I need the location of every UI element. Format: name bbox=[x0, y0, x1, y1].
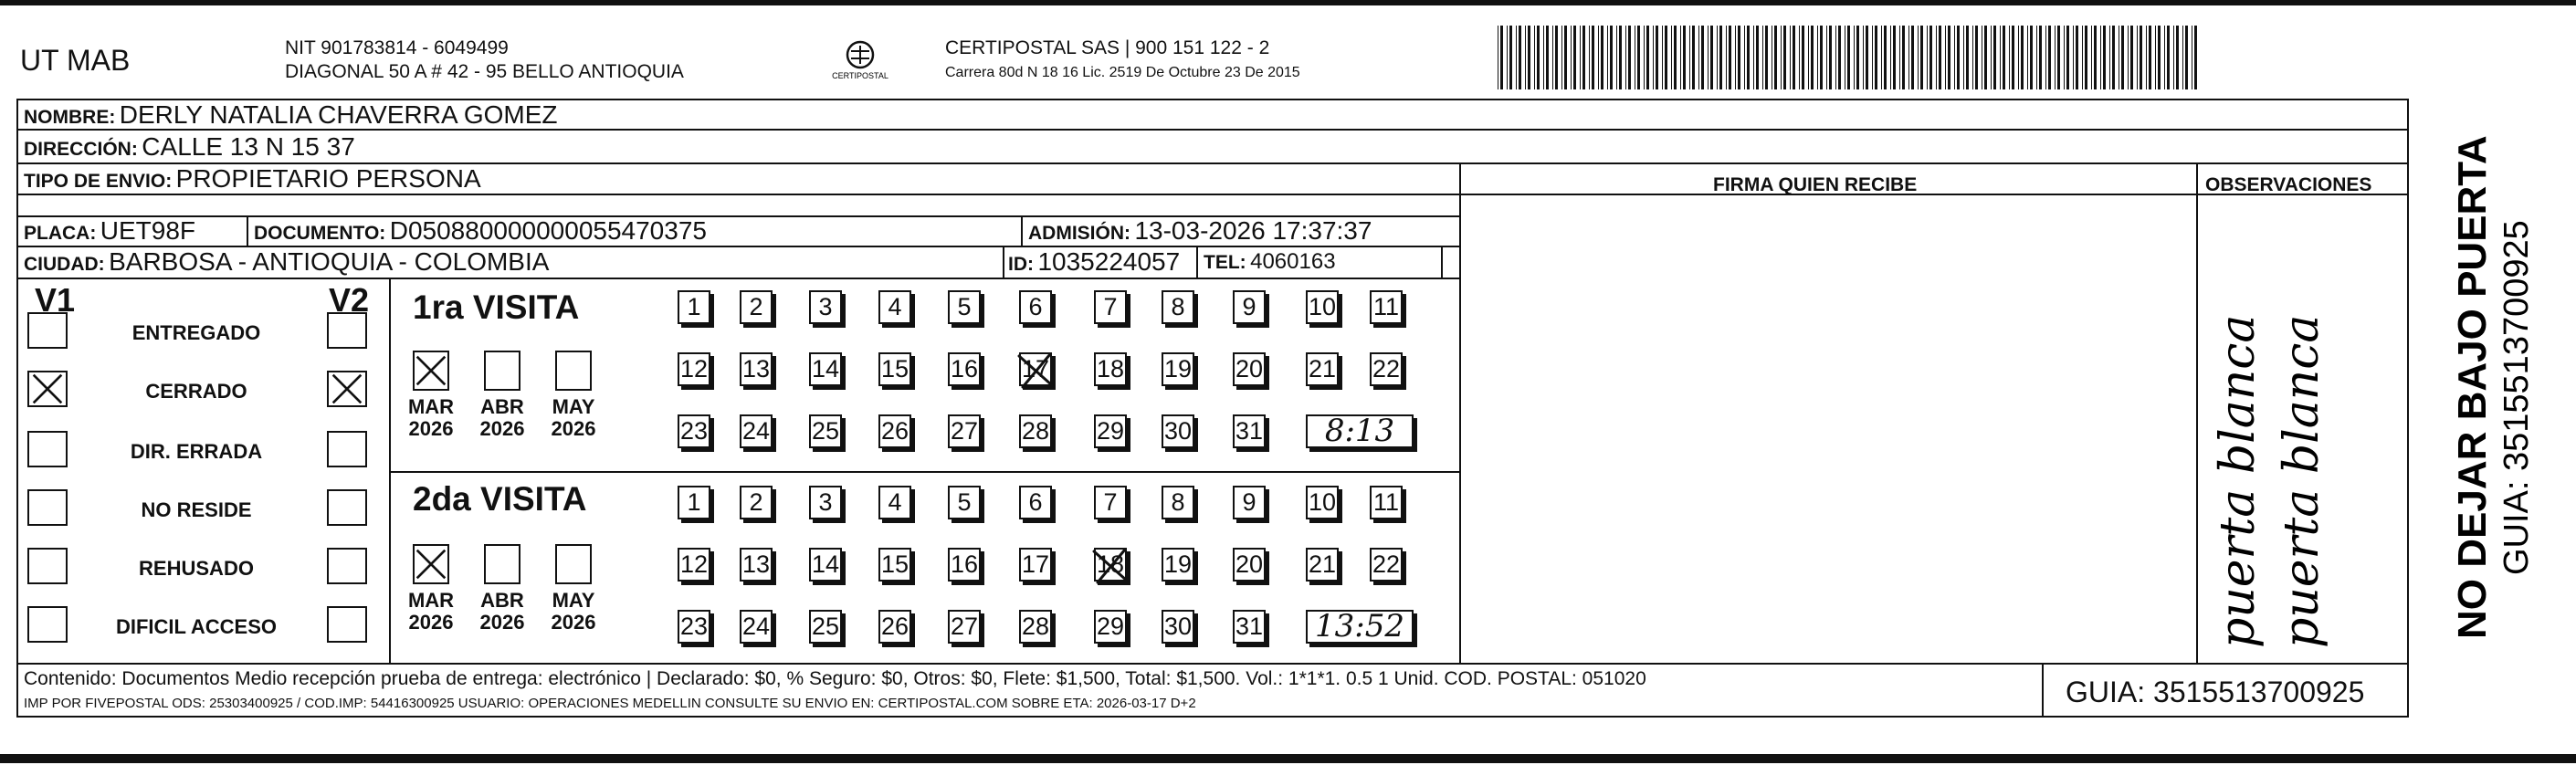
x-mark-icon bbox=[329, 372, 365, 405]
v1-checkbox[interactable] bbox=[27, 312, 68, 349]
day-box[interactable]: 17 bbox=[1019, 352, 1052, 386]
v2-checkbox[interactable] bbox=[327, 489, 367, 526]
day-box[interactable]: 8 bbox=[1162, 290, 1194, 324]
day-box[interactable]: 6 bbox=[1019, 486, 1052, 519]
col-line bbox=[1196, 246, 1198, 278]
sender-address: DIAGONAL 50 A # 42 - 95 BELLO ANTIOQUIA bbox=[285, 61, 684, 82]
day-box[interactable]: 4 bbox=[878, 486, 911, 519]
day-box[interactable]: 22 bbox=[1370, 352, 1403, 386]
city: BARBOSA - ANTIOQUIA - COLOMBIA bbox=[109, 247, 550, 276]
col-line bbox=[1441, 246, 1443, 278]
footer-contents: Contenido: Documentos Medio recepción prueba de entrega: electrónico | Declarado: $0, % Seguro: $0, Otros: $0, Flete: $1,500, Total: $1,500. Vol.: 1*1*1. 0.5 1 Unid. COD. POSTAL: 051020 bbox=[24, 668, 1646, 689]
tel: 4060163 bbox=[1250, 249, 1336, 274]
month-label bbox=[405, 590, 457, 634]
name-label: NOMBRE: bbox=[24, 107, 116, 128]
month-year: 2026 bbox=[408, 611, 454, 634]
svg-text:puerta blanca: puerta blanca bbox=[2275, 314, 2329, 648]
day-box[interactable]: 24 bbox=[740, 610, 773, 644]
col-line bbox=[1021, 216, 1023, 246]
day-box[interactable]: 23 bbox=[678, 414, 710, 448]
month-name: MAR bbox=[407, 589, 455, 612]
row-line bbox=[16, 663, 2409, 665]
sender-nit: NIT 901783814 - 6049499 bbox=[285, 37, 509, 58]
x-mark-icon bbox=[29, 372, 66, 405]
v1-checkbox[interactable] bbox=[27, 548, 68, 584]
day-box[interactable]: 27 bbox=[948, 414, 981, 448]
no-dejar-bajo-puerta: NO DEJAR BAJO PUERTA bbox=[2450, 135, 2495, 639]
v1-checkbox[interactable] bbox=[27, 489, 68, 526]
document-cell bbox=[254, 216, 707, 246]
status-label: DIR. ERRADA bbox=[130, 440, 263, 463]
row-line bbox=[16, 194, 2409, 195]
v2-checkbox[interactable] bbox=[327, 312, 367, 349]
signature-header: FIRMA QUIEN RECIBE bbox=[1713, 174, 1918, 195]
footer-print-info: IMP POR FIVEPOSTAL ODS: 25303400925 / COD.IMP: 54416300925 USUARIO: OPERACIONES MEDELLIN CONSULTE SU ENVIO EN: CERTIPOSTAL.COM SOBRE ETA: 2026-03-17 D+2 bbox=[24, 696, 1196, 711]
month-name: MAR bbox=[407, 395, 455, 418]
visit2-title: 2da VISITA bbox=[413, 480, 587, 518]
status-label: REHUSADO bbox=[139, 557, 254, 580]
day-box[interactable]: 13 bbox=[740, 352, 773, 386]
send-type-row bbox=[24, 164, 481, 194]
day-box[interactable]: 31 bbox=[1233, 414, 1266, 448]
admission-cell bbox=[1028, 216, 1372, 246]
city-label: CIUDAD: bbox=[24, 254, 105, 275]
day-box[interactable]: 25 bbox=[809, 610, 842, 644]
day-box[interactable]: 16 bbox=[948, 548, 981, 582]
day-box[interactable]: 22 bbox=[1370, 548, 1403, 582]
day-box[interactable]: 21 bbox=[1306, 352, 1339, 386]
month-checkbox[interactable] bbox=[555, 351, 592, 391]
month-year: 2026 bbox=[408, 417, 454, 440]
col-line bbox=[247, 216, 248, 246]
day-box[interactable]: 31 bbox=[1233, 610, 1266, 644]
day-box[interactable]: 18 bbox=[1094, 548, 1127, 582]
day-box[interactable]: 28 bbox=[1019, 610, 1052, 644]
visit1-title: 1ra VISITA bbox=[413, 288, 580, 326]
v1-checkbox[interactable] bbox=[27, 371, 68, 407]
day-box[interactable]: 24 bbox=[740, 414, 773, 448]
day-box[interactable]: 3 bbox=[809, 486, 842, 519]
v2-header: V2 bbox=[329, 281, 370, 319]
day-box[interactable]: 25 bbox=[809, 414, 842, 448]
day-box[interactable]: 10 bbox=[1306, 290, 1339, 324]
day-box[interactable]: 7 bbox=[1094, 290, 1127, 324]
day-box[interactable]: 28 bbox=[1019, 414, 1052, 448]
address-label: DIRECCIÓN: bbox=[24, 139, 138, 160]
x-mark-icon bbox=[415, 546, 447, 582]
admission-datetime: 13-03-2026 17:37:37 bbox=[1134, 216, 1372, 245]
day-box[interactable]: 15 bbox=[878, 352, 911, 386]
v1-checkbox[interactable] bbox=[27, 431, 68, 467]
day-box[interactable]: 21 bbox=[1306, 548, 1339, 582]
day-scribble-mark bbox=[1015, 349, 1057, 391]
observations-handwriting bbox=[2199, 219, 2407, 661]
row-line bbox=[16, 278, 1459, 279]
top-border bbox=[0, 0, 2576, 5]
city-cell bbox=[24, 247, 549, 277]
day-box[interactable]: 12 bbox=[678, 548, 710, 582]
day-box[interactable]: 14 bbox=[809, 548, 842, 582]
day-box[interactable]: 19 bbox=[1162, 548, 1194, 582]
day-box[interactable]: 19 bbox=[1162, 352, 1194, 386]
day-box[interactable]: 15 bbox=[878, 548, 911, 582]
month-name: MAY bbox=[552, 589, 595, 612]
send-type-label: TIPO DE ENVIO: bbox=[24, 171, 173, 192]
day-box[interactable]: 5 bbox=[948, 486, 981, 519]
col-line bbox=[1459, 162, 1461, 663]
plate-label: PLACA: bbox=[24, 223, 97, 244]
day-box[interactable]: 1 bbox=[678, 290, 710, 324]
col-line bbox=[389, 278, 391, 663]
day-box[interactable]: 20 bbox=[1233, 548, 1266, 582]
status-label: ENTREGADO bbox=[131, 321, 261, 344]
certipostal-logo bbox=[824, 37, 897, 88]
month-label bbox=[405, 396, 457, 440]
side-guia: GUIA: 3515513700925 bbox=[2497, 220, 2536, 575]
v1-checkbox[interactable] bbox=[27, 606, 68, 643]
company-name: UT MAB bbox=[20, 44, 131, 77]
document-label: DOCUMENTO: bbox=[254, 223, 386, 244]
day-box[interactable]: 8 bbox=[1162, 486, 1194, 519]
status-label: DIFICIL ACCESO bbox=[115, 615, 277, 638]
month-checkbox[interactable] bbox=[413, 351, 449, 391]
x-mark-icon bbox=[415, 352, 447, 389]
tel-cell bbox=[1204, 249, 1336, 275]
status-label: CERRADO bbox=[145, 380, 247, 403]
day-scribble-mark bbox=[1090, 544, 1132, 586]
day-box[interactable]: 1 bbox=[678, 486, 710, 519]
col-line bbox=[1003, 246, 1004, 278]
month-label bbox=[477, 396, 528, 440]
v1-header: V1 bbox=[35, 281, 76, 319]
admission-label: ADMISIÓN: bbox=[1028, 223, 1130, 244]
handwritten-time: 8:13 bbox=[1306, 414, 1414, 448]
id-label: ID: bbox=[1008, 254, 1034, 275]
v2-checkbox[interactable] bbox=[327, 371, 367, 407]
day-box[interactable]: 14 bbox=[809, 352, 842, 386]
month-label bbox=[548, 590, 599, 634]
tel-label: TEL: bbox=[1204, 252, 1246, 273]
plate-cell bbox=[24, 216, 195, 246]
v2-checkbox[interactable] bbox=[327, 548, 367, 584]
day-box[interactable]: 4 bbox=[878, 290, 911, 324]
recipient-name: DERLY NATALIA CHAVERRA GOMEZ bbox=[119, 100, 558, 129]
recipient-id: 1035224057 bbox=[1037, 247, 1181, 276]
barcode bbox=[1498, 26, 2201, 89]
day-box[interactable]: 18 bbox=[1094, 352, 1127, 386]
day-box[interactable]: 9 bbox=[1233, 290, 1266, 324]
day-box[interactable]: 30 bbox=[1162, 610, 1194, 644]
day-box[interactable]: 11 bbox=[1370, 486, 1403, 519]
day-box[interactable]: 9 bbox=[1233, 486, 1266, 519]
address-row bbox=[24, 132, 355, 162]
day-box[interactable]: 12 bbox=[678, 352, 710, 386]
day-box[interactable]: 2 bbox=[740, 486, 773, 519]
observations-header: OBSERVACIONES bbox=[2205, 174, 2372, 195]
day-box[interactable]: 23 bbox=[678, 610, 710, 644]
id-cell bbox=[1008, 247, 1180, 277]
send-type: PROPIETARIO PERSONA bbox=[175, 164, 481, 193]
month-year: 2026 bbox=[551, 417, 596, 440]
month-label bbox=[548, 396, 599, 440]
carrier-name: CERTIPOSTAL SAS | 900 151 122 - 2 bbox=[945, 37, 1270, 58]
col-line bbox=[391, 471, 1459, 473]
month-checkbox[interactable] bbox=[484, 544, 520, 584]
day-box[interactable]: 26 bbox=[878, 610, 911, 644]
month-name: ABR bbox=[480, 589, 524, 612]
month-checkbox[interactable] bbox=[555, 544, 592, 584]
col-line bbox=[2196, 162, 2198, 663]
day-box[interactable]: 16 bbox=[948, 352, 981, 386]
day-box[interactable]: 29 bbox=[1094, 610, 1127, 644]
svg-text:puerta blanca: puerta blanca bbox=[2211, 314, 2266, 648]
day-box[interactable]: 3 bbox=[809, 290, 842, 324]
svg-text:CERTIPOSTAL: CERTIPOSTAL bbox=[832, 71, 888, 80]
day-box[interactable]: 5 bbox=[948, 290, 981, 324]
month-name: MAY bbox=[552, 395, 595, 418]
day-box[interactable]: 27 bbox=[948, 610, 981, 644]
day-box[interactable]: 30 bbox=[1162, 414, 1194, 448]
v2-checkbox[interactable] bbox=[327, 606, 367, 643]
status-label: NO RESIDE bbox=[141, 498, 252, 521]
carrier-license: Carrera 80d N 18 16 Lic. 2519 De Octubre 23 De 2015 bbox=[945, 65, 1300, 80]
plate: UET98F bbox=[100, 216, 196, 245]
day-box[interactable]: 20 bbox=[1233, 352, 1266, 386]
day-box[interactable]: 13 bbox=[740, 548, 773, 582]
day-box[interactable]: 29 bbox=[1094, 414, 1127, 448]
month-name: ABR bbox=[480, 395, 524, 418]
month-year: 2026 bbox=[479, 611, 525, 634]
day-box[interactable]: 6 bbox=[1019, 290, 1052, 324]
side-vertical-text bbox=[2420, 100, 2557, 730]
month-checkbox[interactable] bbox=[484, 351, 520, 391]
v2-checkbox[interactable] bbox=[327, 431, 367, 467]
day-box[interactable]: 2 bbox=[740, 290, 773, 324]
name-row bbox=[24, 100, 558, 130]
month-checkbox[interactable] bbox=[413, 544, 449, 584]
bottom-border bbox=[0, 754, 2576, 763]
month-year: 2026 bbox=[479, 417, 525, 440]
day-box[interactable]: 10 bbox=[1306, 486, 1339, 519]
day-box[interactable]: 7 bbox=[1094, 486, 1127, 519]
month-year: 2026 bbox=[551, 611, 596, 634]
month-label bbox=[477, 590, 528, 634]
document-number: D050880000000055470375 bbox=[389, 216, 707, 245]
handwritten-time: 13:52 bbox=[1306, 610, 1414, 644]
col-line bbox=[2042, 663, 2044, 718]
day-box[interactable]: 26 bbox=[878, 414, 911, 448]
day-box[interactable]: 17 bbox=[1019, 548, 1052, 582]
recipient-address: CALLE 13 N 15 37 bbox=[142, 132, 355, 161]
footer-guia: GUIA: 3515513700925 bbox=[2066, 676, 2365, 708]
day-box[interactable]: 11 bbox=[1370, 290, 1403, 324]
